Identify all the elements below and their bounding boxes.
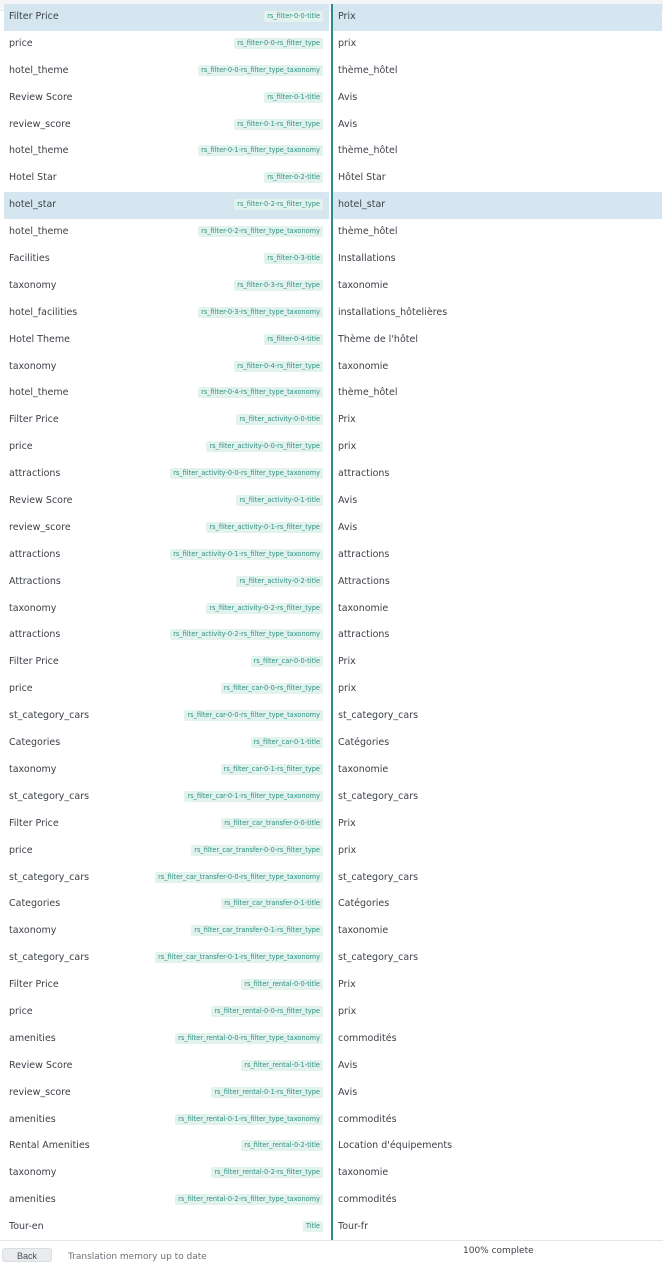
string-key-tag: rs_filter_activity-0-1-rs_filter_type_taxonomy xyxy=(170,549,323,560)
translation-string: taxonomie xyxy=(338,602,389,614)
string-key-tag: rs_filter-0-2-rs_filter_type xyxy=(234,199,323,210)
translation-row[interactable] xyxy=(0,407,663,434)
translation-string: commodités xyxy=(338,1194,397,1206)
source-string: Review Score xyxy=(9,495,73,507)
translation-string: prix xyxy=(338,37,357,49)
string-key-tag: rs_filter-0-0-rs_filter_type_taxonomy xyxy=(198,65,323,76)
source-string: Filter Price xyxy=(9,414,59,426)
translation-string: thème_hôtel xyxy=(338,387,398,399)
translation-cell[interactable] xyxy=(331,649,662,676)
translation-row[interactable] xyxy=(0,865,663,892)
string-key-tag: rs_filter-0-2-title xyxy=(264,172,323,183)
translation-cell[interactable] xyxy=(331,434,662,461)
translation-cell[interactable] xyxy=(331,891,662,918)
translation-cell[interactable] xyxy=(331,165,662,192)
source-string: review_score xyxy=(9,521,71,533)
source-cell[interactable] xyxy=(4,596,329,623)
string-key-tag: rs_filter_activity-0-0-title xyxy=(236,414,323,425)
string-key-tag: rs_filter_rental-0-1-rs_filter_type_taxonomy xyxy=(175,1114,323,1125)
translation-row[interactable] xyxy=(0,1160,663,1187)
translation-row[interactable] xyxy=(0,676,663,703)
string-key-tag: rs_filter-0-0-title xyxy=(264,11,323,22)
string-key-tag: rs_filter_rental-0-0-rs_filter_type xyxy=(211,1006,323,1017)
translation-row[interactable] xyxy=(0,569,663,596)
translation-cell[interactable] xyxy=(331,1133,662,1160)
source-string: taxonomy xyxy=(9,602,57,614)
translation-cell[interactable] xyxy=(331,407,662,434)
translation-string: Catégories xyxy=(338,737,390,749)
translation-row[interactable] xyxy=(0,165,663,192)
string-key-tag: rs_filter_activity-0-2-rs_filter_type_taxonomy xyxy=(170,629,323,640)
translation-cell[interactable] xyxy=(331,354,662,381)
translation-row[interactable] xyxy=(0,273,663,300)
translation-cell[interactable] xyxy=(331,730,662,757)
string-key-tag: rs_filter_activity-0-0-rs_filter_type_taxonomy xyxy=(170,468,323,479)
translation-row[interactable] xyxy=(0,515,663,542)
string-key-tag: rs_filter_activity-0-2-rs_filter_type xyxy=(206,603,323,614)
source-cell[interactable] xyxy=(4,811,329,838)
source-string: attractions xyxy=(9,629,61,641)
translation-string: st_category_cars xyxy=(338,710,419,722)
translation-cell[interactable] xyxy=(331,569,662,596)
source-cell[interactable] xyxy=(4,1107,329,1134)
translation-cell[interactable] xyxy=(331,918,662,945)
translation-string: Installations xyxy=(338,253,396,265)
source-string: price xyxy=(9,683,33,695)
source-string: Rental Amenities xyxy=(9,1140,90,1152)
translation-string: Prix xyxy=(338,817,356,829)
source-string: st_category_cars xyxy=(9,952,90,964)
translation-table xyxy=(0,4,663,1241)
source-string: hotel_star xyxy=(9,199,57,211)
string-key-tag: rs_filter_car-0-1-title xyxy=(251,737,323,748)
source-string: Hotel Star xyxy=(9,172,57,184)
translation-row[interactable] xyxy=(0,327,663,354)
string-key-tag: rs_filter_car_transfer-0-0-rs_filter_type xyxy=(191,845,323,856)
translation-cell[interactable] xyxy=(331,461,662,488)
translation-cell[interactable] xyxy=(331,246,662,273)
source-cell[interactable] xyxy=(4,58,329,85)
translation-string: Avis xyxy=(338,91,358,103)
source-cell[interactable] xyxy=(4,434,329,461)
source-cell[interactable] xyxy=(4,85,329,112)
source-string: review_score xyxy=(9,118,71,130)
translation-cell[interactable] xyxy=(331,542,662,569)
source-string: Filter Price xyxy=(9,817,59,829)
translation-string: Prix xyxy=(338,11,356,22)
translation-row[interactable] xyxy=(0,58,663,85)
source-cell[interactable] xyxy=(4,165,329,192)
translation-cell[interactable] xyxy=(331,945,662,972)
string-key-tag: rs_filter-0-0-rs_filter_type xyxy=(234,38,323,49)
translation-row[interactable] xyxy=(0,972,663,999)
translation-string: hotel_star xyxy=(338,199,386,211)
translation-string: Catégories xyxy=(338,898,390,910)
source-string: taxonomy xyxy=(9,360,57,372)
translation-row[interactable] xyxy=(0,757,663,784)
source-cell[interactable] xyxy=(4,649,329,676)
translation-row[interactable] xyxy=(0,703,663,730)
source-cell[interactable] xyxy=(4,838,329,865)
translation-string: prix xyxy=(338,683,357,695)
source-cell[interactable] xyxy=(4,891,329,918)
source-string: Filter Price xyxy=(9,656,59,668)
source-string: attractions xyxy=(9,548,61,560)
translation-string: installations_hôtelières xyxy=(338,306,448,318)
translation-cell[interactable] xyxy=(331,112,662,139)
translation-row[interactable] xyxy=(0,461,663,488)
source-string: amenities xyxy=(9,1194,56,1206)
translation-row[interactable] xyxy=(0,649,663,676)
translation-cell[interactable] xyxy=(331,1026,662,1053)
translation-cell[interactable] xyxy=(331,327,662,354)
source-string: amenities xyxy=(9,1032,56,1044)
source-cell[interactable] xyxy=(4,676,329,703)
translation-string: st_category_cars xyxy=(338,952,419,964)
translation-cell[interactable] xyxy=(331,515,662,542)
source-cell[interactable] xyxy=(4,542,329,569)
source-cell[interactable] xyxy=(4,1053,329,1080)
string-key-tag: rs_filter_car-0-0-title xyxy=(251,656,323,667)
string-key-tag: rs_filter-0-1-title xyxy=(264,92,323,103)
translation-cell[interactable] xyxy=(331,838,662,865)
source-cell[interactable] xyxy=(4,192,329,219)
translation-row[interactable] xyxy=(0,1026,663,1053)
translation-row[interactable] xyxy=(0,85,663,112)
source-cell[interactable] xyxy=(4,112,329,139)
source-cell[interactable] xyxy=(4,1214,329,1241)
string-key-tag: rs_filter-0-4-rs_filter_type_taxonomy xyxy=(198,387,323,398)
translation-row[interactable] xyxy=(0,945,663,972)
source-cell[interactable] xyxy=(4,327,329,354)
source-string: hotel_facilities xyxy=(9,306,78,318)
translation-row[interactable] xyxy=(0,1053,663,1080)
translation-row[interactable] xyxy=(0,891,663,918)
source-cell[interactable] xyxy=(4,300,329,327)
string-key-tag: rs_filter_rental-0-2-rs_filter_type xyxy=(211,1167,323,1178)
source-string: price xyxy=(9,1005,33,1017)
source-cell[interactable] xyxy=(4,1026,329,1053)
source-string: price xyxy=(9,37,33,49)
translation-cell[interactable] xyxy=(331,31,662,58)
translation-string: st_category_cars xyxy=(338,871,419,883)
source-string: attractions xyxy=(9,468,61,480)
source-cell[interactable] xyxy=(4,972,329,999)
translation-cell[interactable] xyxy=(331,596,662,623)
string-key-tag: rs_filter_rental-0-0-rs_filter_type_taxonomy xyxy=(175,1033,323,1044)
string-key-tag: rs_filter_activity-0-1-rs_filter_type xyxy=(206,522,323,533)
translation-row[interactable] xyxy=(0,112,663,139)
string-key-tag: rs_filter-0-3-title xyxy=(264,253,323,264)
translation-cell[interactable] xyxy=(331,1187,662,1214)
source-cell[interactable] xyxy=(4,380,329,407)
translation-string: prix xyxy=(338,1005,357,1017)
translation-cell[interactable] xyxy=(331,1160,662,1187)
translation-row[interactable] xyxy=(0,838,663,865)
source-string: st_category_cars xyxy=(9,710,90,722)
string-key-tag: rs_filter_rental-0-1-rs_filter_type xyxy=(211,1087,323,1098)
source-cell[interactable] xyxy=(4,1187,329,1214)
translation-row[interactable] xyxy=(0,784,663,811)
source-cell[interactable] xyxy=(4,354,329,381)
translation-cell[interactable] xyxy=(331,380,662,407)
translation-row[interactable] xyxy=(0,4,663,31)
translation-memory-status: Translation memory up to date xyxy=(68,1252,207,1262)
translation-string: thème_hôtel xyxy=(338,145,398,157)
string-key-tag: rs_filter-0-4-rs_filter_type xyxy=(234,361,323,372)
back-button[interactable]: Back xyxy=(2,1248,52,1262)
translation-string: Prix xyxy=(338,656,356,668)
source-cell[interactable] xyxy=(4,730,329,757)
translation-cell[interactable] xyxy=(331,865,662,892)
string-key-tag: rs_filter-0-4-title xyxy=(264,334,323,345)
source-cell[interactable] xyxy=(4,488,329,515)
translation-string: attractions xyxy=(338,629,390,641)
translation-row[interactable] xyxy=(0,300,663,327)
translation-row[interactable] xyxy=(0,918,663,945)
translation-row[interactable] xyxy=(0,730,663,757)
string-key-tag: rs_filter-0-3-rs_filter_type xyxy=(234,280,323,291)
source-cell[interactable] xyxy=(4,461,329,488)
translation-string: Prix xyxy=(338,414,356,426)
translation-row[interactable] xyxy=(0,1107,663,1134)
source-cell[interactable] xyxy=(4,1133,329,1160)
string-key-tag: rs_filter_car-0-1-rs_filter_type xyxy=(221,764,323,775)
translation-string: Avis xyxy=(338,1086,358,1098)
string-key-tag: rs_filter_car_transfer-0-1-rs_filter_type xyxy=(191,925,323,936)
source-string: hotel_theme xyxy=(9,226,69,238)
string-key-tag: rs_filter_rental-0-1-title xyxy=(241,1060,323,1071)
translation-row[interactable] xyxy=(0,596,663,623)
translation-string: taxonomie xyxy=(338,360,389,372)
string-key-tag: rs_filter_car-0-0-rs_filter_type_taxonomy xyxy=(184,710,323,721)
source-cell[interactable] xyxy=(4,703,329,730)
translation-row[interactable] xyxy=(0,246,663,273)
translation-cell[interactable] xyxy=(331,622,662,649)
string-key-tag: rs_filter_rental-0-2-title xyxy=(241,1140,323,1151)
translation-string: Attractions xyxy=(338,575,390,587)
translation-row[interactable] xyxy=(0,354,663,381)
translation-string: commodités xyxy=(338,1032,397,1044)
source-cell[interactable] xyxy=(4,757,329,784)
translation-row[interactable] xyxy=(0,380,663,407)
translation-string: Avis xyxy=(338,495,358,507)
source-string: amenities xyxy=(9,1113,56,1125)
string-key-tag: rs_filter_car_transfer-0-1-title xyxy=(221,898,323,909)
translation-row[interactable] xyxy=(0,1080,663,1107)
string-key-tag: rs_filter-0-3-rs_filter_type_taxonomy xyxy=(198,307,323,318)
translation-string: Prix xyxy=(338,979,356,991)
source-cell[interactable] xyxy=(4,1080,329,1107)
string-key-tag: rs_filter-0-2-rs_filter_type_taxonomy xyxy=(198,226,323,237)
source-cell[interactable] xyxy=(4,865,329,892)
source-cell[interactable] xyxy=(4,515,329,542)
translation-string: st_category_cars xyxy=(338,790,419,802)
source-string: Facilities xyxy=(9,253,50,265)
source-string: taxonomy xyxy=(9,763,57,775)
source-string: taxonomy xyxy=(9,1167,57,1179)
translation-string: taxonomie xyxy=(338,1167,389,1179)
translation-row[interactable] xyxy=(0,811,663,838)
source-cell[interactable] xyxy=(4,999,329,1026)
translation-string: taxonomie xyxy=(338,279,389,291)
translation-string: attractions xyxy=(338,548,390,560)
source-string: hotel_theme xyxy=(9,387,69,399)
translation-cell[interactable] xyxy=(331,1107,662,1134)
source-string: hotel_theme xyxy=(9,145,69,157)
translation-cell[interactable] xyxy=(331,972,662,999)
translation-string: Tour-fr xyxy=(338,1221,368,1233)
source-string: review_score xyxy=(9,1086,71,1098)
source-string: Hotel Theme xyxy=(9,333,70,345)
translation-cell[interactable] xyxy=(331,85,662,112)
translation-cell[interactable] xyxy=(331,703,662,730)
source-string: taxonomy xyxy=(9,925,57,937)
source-string: Review Score xyxy=(9,1059,73,1071)
translation-cell[interactable] xyxy=(331,784,662,811)
string-key-tag: rs_filter_car_transfer-0-1-rs_filter_type_taxonomy xyxy=(155,952,323,963)
translation-cell[interactable] xyxy=(331,811,662,838)
source-string: st_category_cars xyxy=(9,790,90,802)
translation-cell[interactable] xyxy=(331,300,662,327)
translation-row[interactable] xyxy=(0,31,663,58)
string-key-tag: Title xyxy=(303,1221,323,1232)
translation-cell[interactable] xyxy=(331,676,662,703)
translation-cell[interactable] xyxy=(331,488,662,515)
translation-row[interactable] xyxy=(0,219,663,246)
string-key-tag: rs_filter_activity-0-1-title xyxy=(236,495,323,506)
status-footer xyxy=(0,1240,663,1260)
translation-string: thème_hôtel xyxy=(338,64,398,76)
source-cell[interactable] xyxy=(4,407,329,434)
translation-cell[interactable] xyxy=(331,219,662,246)
translation-string: prix xyxy=(338,844,357,856)
source-string: Filter Price xyxy=(9,979,59,991)
translation-string: Avis xyxy=(338,118,358,130)
source-cell[interactable] xyxy=(4,273,329,300)
string-key-tag: rs_filter_car_transfer-0-0-title xyxy=(221,818,323,829)
translation-cell[interactable] xyxy=(331,1053,662,1080)
source-cell[interactable] xyxy=(4,219,329,246)
string-key-tag: rs_filter-0-1-rs_filter_type xyxy=(234,119,323,130)
translation-cell[interactable] xyxy=(331,4,662,31)
source-cell[interactable] xyxy=(4,138,329,165)
source-cell[interactable] xyxy=(4,622,329,649)
translation-cell[interactable] xyxy=(331,192,662,219)
string-key-tag: rs_filter_activity-0-2-title xyxy=(236,576,323,587)
translation-row[interactable] xyxy=(0,622,663,649)
translation-string: Thème de l'hôtel xyxy=(338,333,418,345)
source-string: Attractions xyxy=(9,575,61,587)
source-string: st_category_cars xyxy=(9,871,90,883)
source-string: Review Score xyxy=(9,91,73,103)
string-key-tag: rs_filter-0-1-rs_filter_type_taxonomy xyxy=(198,145,323,156)
translation-string: thème_hôtel xyxy=(338,226,398,238)
translation-cell[interactable] xyxy=(331,757,662,784)
source-cell[interactable] xyxy=(4,945,329,972)
source-cell[interactable] xyxy=(4,1160,329,1187)
translation-string: prix xyxy=(338,441,357,453)
source-string: Categories xyxy=(9,898,61,910)
translation-string: Hôtel Star xyxy=(338,172,386,184)
translation-row[interactable] xyxy=(0,1133,663,1160)
source-cell[interactable] xyxy=(4,4,329,31)
translation-row[interactable] xyxy=(0,488,663,515)
translation-cell[interactable] xyxy=(331,1080,662,1107)
completion-status: 100% complete xyxy=(463,1246,534,1256)
source-cell[interactable] xyxy=(4,569,329,596)
source-string: Categories xyxy=(9,737,61,749)
translation-cell[interactable] xyxy=(331,273,662,300)
translation-row[interactable] xyxy=(0,542,663,569)
source-cell[interactable] xyxy=(4,784,329,811)
source-string: Tour-en xyxy=(9,1221,44,1233)
translation-cell[interactable] xyxy=(331,999,662,1026)
translation-row[interactable] xyxy=(0,1187,663,1214)
translation-row[interactable] xyxy=(0,138,663,165)
source-cell[interactable] xyxy=(4,246,329,273)
translation-string: taxonomie xyxy=(338,925,389,937)
translation-string: attractions xyxy=(338,468,390,480)
source-string: Filter Price xyxy=(9,11,59,22)
translation-cell[interactable] xyxy=(331,138,662,165)
translation-row[interactable] xyxy=(0,999,663,1026)
source-string: taxonomy xyxy=(9,279,57,291)
source-string: hotel_theme xyxy=(9,64,69,76)
string-key-tag: rs_filter_activity-0-0-rs_filter_type xyxy=(206,441,323,452)
translation-string: Location d'équipements xyxy=(338,1140,453,1152)
string-key-tag: rs_filter_rental-0-0-title xyxy=(241,979,323,990)
string-key-tag: rs_filter_car_transfer-0-0-rs_filter_type_taxonomy xyxy=(155,872,323,883)
source-string: price xyxy=(9,441,33,453)
translation-cell[interactable] xyxy=(331,58,662,85)
translation-string: Avis xyxy=(338,521,358,533)
translation-row[interactable] xyxy=(0,1214,663,1241)
translation-cell[interactable] xyxy=(331,1214,662,1241)
string-key-tag: rs_filter_car-0-1-rs_filter_type_taxonomy xyxy=(184,791,323,802)
translation-row[interactable] xyxy=(0,434,663,461)
translation-string: taxonomie xyxy=(338,763,389,775)
string-key-tag: rs_filter_car-0-0-rs_filter_type xyxy=(221,683,323,694)
translation-string: commodités xyxy=(338,1113,397,1125)
source-cell[interactable] xyxy=(4,31,329,58)
source-cell[interactable] xyxy=(4,918,329,945)
translation-string: Avis xyxy=(338,1059,358,1071)
translation-row[interactable] xyxy=(0,192,663,219)
source-string: price xyxy=(9,844,33,856)
string-key-tag: rs_filter_rental-0-2-rs_filter_type_taxonomy xyxy=(175,1194,323,1205)
